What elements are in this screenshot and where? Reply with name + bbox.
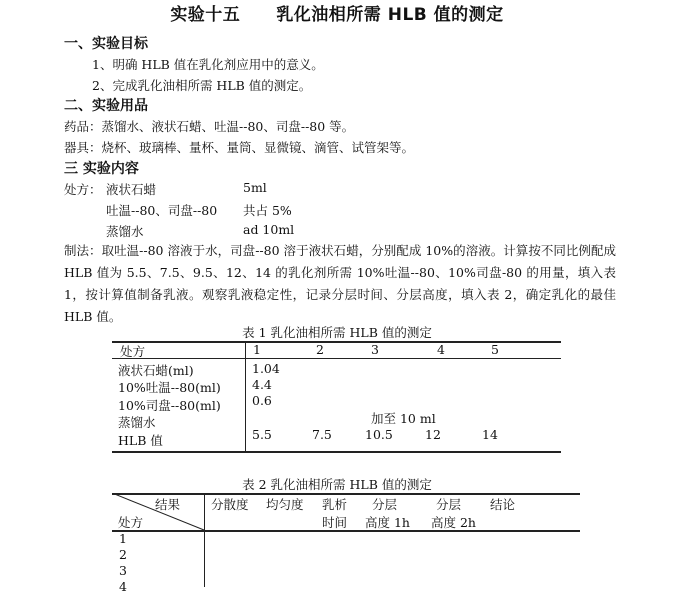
table2-header: 均匀度 xyxy=(266,497,304,512)
table1-column-divider xyxy=(245,341,246,452)
table1-col-header: 5 xyxy=(491,342,499,357)
table2-corner-formula: 处方 xyxy=(118,515,144,530)
table2-header: 分层 xyxy=(372,497,398,512)
formula-amount: 共占 5% xyxy=(243,203,292,218)
table1-paraffin-value: 1.04 xyxy=(252,361,280,376)
formula-amount: 5ml xyxy=(243,180,267,195)
experiment-name: 乳化油相所需 HLB 值的测定 xyxy=(276,5,504,25)
table1-bottom-rule xyxy=(112,451,561,453)
table2-caption: 表 2 乳化油相所需 HLB 值的测定 xyxy=(242,477,432,492)
formula-ingredient: 吐温--80、司盘--80 xyxy=(106,203,218,218)
table1-span-value: 0.6 xyxy=(252,393,272,408)
table1-tween-value: 4.4 xyxy=(252,377,272,392)
table2-header-sub: 时间 xyxy=(322,515,348,530)
table1-hlb-value: 14 xyxy=(482,427,498,442)
section-content-heading: 三 实验内容 xyxy=(64,161,139,177)
table1-hlb-value: 5.5 xyxy=(252,427,272,442)
table1-hlb-value: 7.5 xyxy=(312,427,332,442)
table1-hlb-value: 10.5 xyxy=(365,427,393,442)
page-title xyxy=(0,0,674,25)
table1-caption: 表 1 乳化油相所需 HLB 值的测定 xyxy=(242,325,432,340)
formula-ingredient: 蒸馏水 xyxy=(106,224,144,239)
table1-row-label: 10%司盘--80(ml) xyxy=(118,398,221,413)
formula-amount: ad 10ml xyxy=(243,222,295,237)
table1-header-rule xyxy=(112,358,561,359)
table2-row-label: 4 xyxy=(119,579,127,594)
table2-header-sub: 高度 1h xyxy=(365,515,410,530)
table2-header: 结论 xyxy=(490,497,516,512)
table2-row-label: 2 xyxy=(119,547,127,562)
supplies-equipment: 器具：烧杯、玻璃棒、量杯、量筒、显微镜、滴管、试管架等。 xyxy=(64,140,415,155)
table2-row-label: 1 xyxy=(119,531,127,546)
table1-row-label: HLB 值 xyxy=(118,433,163,448)
table2-corner-result: 结果 xyxy=(155,497,181,512)
table1-water-value: 加至 10 ml xyxy=(371,411,436,426)
table1-col-header: 4 xyxy=(437,342,445,357)
objective-item: 1、明确 HLB 值在乳化剂应用中的意义。 xyxy=(92,57,324,72)
table2-header: 乳析 xyxy=(322,497,348,512)
table2-header-sub: 高度 2h xyxy=(431,515,476,530)
table2-row-label: 3 xyxy=(119,563,127,578)
section-supplies-heading: 二、实验用品 xyxy=(64,98,148,114)
table2-header: 分层 xyxy=(436,497,462,512)
formula-ingredient: 液状石蜡 xyxy=(106,182,157,197)
table1-col-header: 2 xyxy=(316,342,324,357)
table1-col-header: 1 xyxy=(253,342,261,357)
table1-col-header: 3 xyxy=(371,342,379,357)
table1-row-label: 蒸馏水 xyxy=(118,415,156,430)
method-paragraph: 制法：取吐温--80 溶液于水，司盘--80 溶于液状石蜡，分别配成 10%的溶液。计算按不同比例配成 HLB 值为 5.5、7.5、9.5、12、14 的乳化剂所需 10%吐温--80、10%司盘-80 的用量，填入表 1，按计算值制备乳液。观察乳液稳定性，记录分层时间、分层高度，填入表 2，确定乳化的最佳 HLB 值。 xyxy=(64,243,616,324)
table1-hlb-value: 12 xyxy=(425,427,441,442)
supplies-drugs: 药品：蒸馏水、液状石蜡、吐温--80、司盘--80 等。 xyxy=(64,119,355,134)
table2-header: 分散度 xyxy=(211,497,249,512)
table1-row-label: 10%吐温--80(ml) xyxy=(118,380,221,395)
objective-item: 2、完成乳化油相所需 HLB 值的测定。 xyxy=(92,78,312,93)
formula-label: 处方： xyxy=(64,182,102,197)
table1-corner: 处方 xyxy=(120,344,146,359)
experiment-number: 实验十五 xyxy=(170,5,241,25)
table1-row-label: 液状石蜡(ml) xyxy=(118,363,194,378)
section-objectives-heading: 一、实验目标 xyxy=(64,36,148,52)
